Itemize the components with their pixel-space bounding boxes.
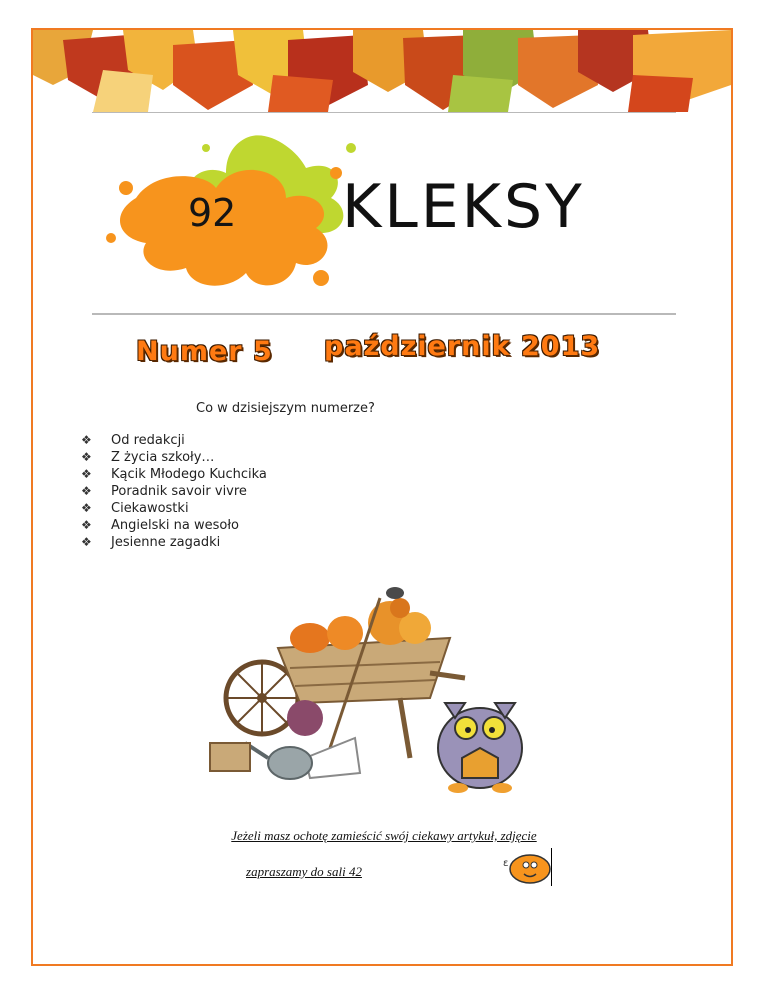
toc-item [81,466,267,483]
newspaper-title: KLEKSY [342,172,585,242]
diamond-bullet-icon: ❖ [81,535,92,549]
text-cursor [551,848,552,886]
footer-room-info: zapraszamy do sali 42 [246,864,362,879]
toc-item-label: Poradnik savoir vivre [111,484,247,499]
toc-item-label: Angielski na wesoło [111,518,239,533]
toc-item [81,449,267,466]
toc-item [81,432,267,449]
diamond-bullet-icon: ❖ [81,484,92,498]
diamond-bullet-icon: ❖ [81,450,92,464]
autumn-wheelbarrow-owl-illustration [200,578,540,804]
svg-text:ε: ε [503,858,509,869]
middle-divider [92,313,676,315]
diamond-bullet-icon: ❖ [81,518,92,532]
issue-number-title: Numer 5 [136,336,273,367]
toc-item-label: Z życia szkoły… [111,450,215,465]
top-divider [92,112,676,113]
orange-smiley-icon [500,852,552,884]
diamond-bullet-icon: ❖ [81,433,92,447]
table-of-contents [81,432,267,551]
toc-heading: Co w dzisiejszym numerze? [196,401,375,416]
toc-item-label: Jesienne zagadki [111,535,221,550]
autumn-leaves-banner [33,30,731,112]
toc-item-label: Ciekawostki [111,501,189,516]
toc-item [81,500,267,517]
issue-date-title: październik 2013 [324,331,601,362]
toc-item [81,517,267,534]
toc-item-label: Od redakcji [111,433,185,448]
footer-invitation: Jeżeli masz ochotę zamieścić swój ciekawy artykuł, zdjęcie [231,828,537,843]
issue-number-badge: 92 [188,191,237,235]
diamond-bullet-icon: ❖ [81,501,92,515]
toc-item [81,534,267,551]
toc-item-label: Kącik Młodego Kuchcika [111,467,267,482]
toc-item [81,483,267,500]
diamond-bullet-icon: ❖ [81,467,92,481]
